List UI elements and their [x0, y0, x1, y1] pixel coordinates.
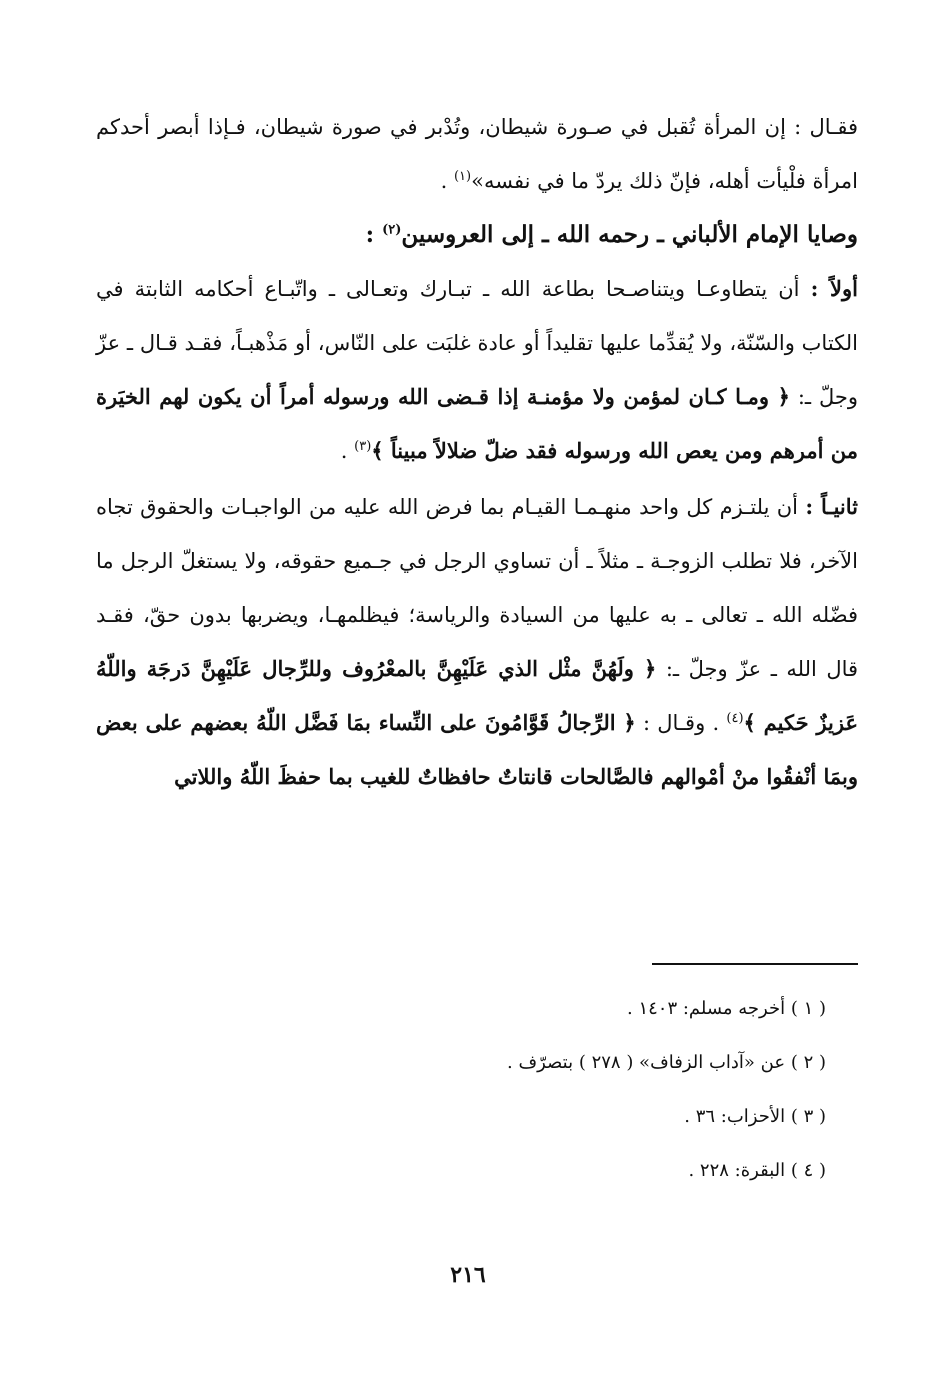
section-heading [96, 208, 858, 262]
first-tail: . [340, 439, 355, 463]
footnote-ref-4[interactable]: (٤) [726, 711, 744, 726]
heading-text: وصايا الإمام الألباني ـ رحمه الله ـ إلى العروسين [401, 221, 858, 248]
footnote-ref-1[interactable]: (١) [453, 169, 472, 184]
intro-text: فقـال : إن المرأة تُقبل في صـورة شيطان، وتُدْبر في صورة شيطان، فـإذا أبصر أحدكم امرأة فلْيأت أهله، فإنّ ذلك يردّ ما في نفسه» [96, 115, 858, 193]
footnote-separator [652, 963, 858, 965]
first-label: أولاً : [810, 276, 859, 301]
footnote-ref-2[interactable]: (٢) [382, 222, 402, 238]
second-quran-verse-2: ﴿ الرِّجالُ قَوَّامُونَ على النِّساء بمَا فَضَّل اللّهُ بعضهم على بعض وبمَا أنْفقُوا منْ أمْوالهم فالصَّالحات قانتاتٌ حافظاتٌ للغيب بما حفظَ اللّهُ واللاتي [96, 710, 858, 789]
second-label: ثانيـاً : [805, 494, 858, 519]
footnote-ref-3[interactable]: (٣) [354, 439, 372, 454]
first-advice-paragraph [96, 262, 858, 478]
page-body [96, 100, 858, 804]
footnotes-list [507, 982, 826, 1198]
intro-tail: . [440, 169, 454, 193]
footnote-2: ( ٢ ) عن «آداب الزفاف» ( ٢٧٨ ) بتصرّف . [507, 1052, 826, 1073]
intro-paragraph [96, 100, 858, 208]
first-quran-verse: ﴿ ومـا كـان لمؤمن ولا مؤمنـة إذا قـضى الله ورسوله أمراً أن يكون لهم الخيَرة من أمرهم ومن يعص الله ورسوله فقد ضلّ ضلالاً مبيناً ﴾ [96, 384, 858, 463]
page-number: ٢١٦ [450, 1262, 486, 1288]
footnote-3: ( ٣ ) الأحزاب: ٣٦ . [684, 1106, 826, 1127]
second-advice-paragraph [96, 480, 858, 804]
footnote-1: ( ١ ) أخرجه مسلم: ١٤٠٣ . [627, 998, 826, 1019]
heading-tail: : [365, 221, 383, 248]
second-quran-verse-1: ﴿ ولَهُنَّ مثْل الذي عَلَيْهِنَّ بالمعْرُوف وللرِّجال عَلَيْهِنَّ دَرجَة واللّهُ عَزيزٌ حَكيم ﴾ [96, 656, 858, 735]
first-text: أن يتطاوعـا ويتناصـحا بطاعة الله ـ تبـارك وتعـالى ـ واتّبـاع أحكامه الثابتة في الكتاب والسّنّة، ولا يُقدِّما عليها تقليداً أو عادة غلبَت على النّاس، أو مَذْهبـاً، فقـد قـال ـ عزّ وجلّ ـ: [96, 277, 858, 409]
second-text: أن يلتـزم كل واحد منهـمـا القيـام بما فرض الله عليه من الواجبـات والحقوق تجاه الآخر، فلا تطلب الزوجـة ـ مثلاً ـ أن تساوي الرجل في جـميع حقوقه، ولا يستغلّ الرجل ما فضّله الله ـ تعالى ـ به عليها من السيادة والرياسة؛ فيظلمهـا، ويضربها بدون حقّ، فقـد قال الله ـ عزّ وجلّ ـ: [96, 495, 859, 681]
second-mid: . وقـال : [635, 711, 727, 735]
footnote-4: ( ٤ ) البقرة: ٢٢٨ . [688, 1160, 826, 1181]
